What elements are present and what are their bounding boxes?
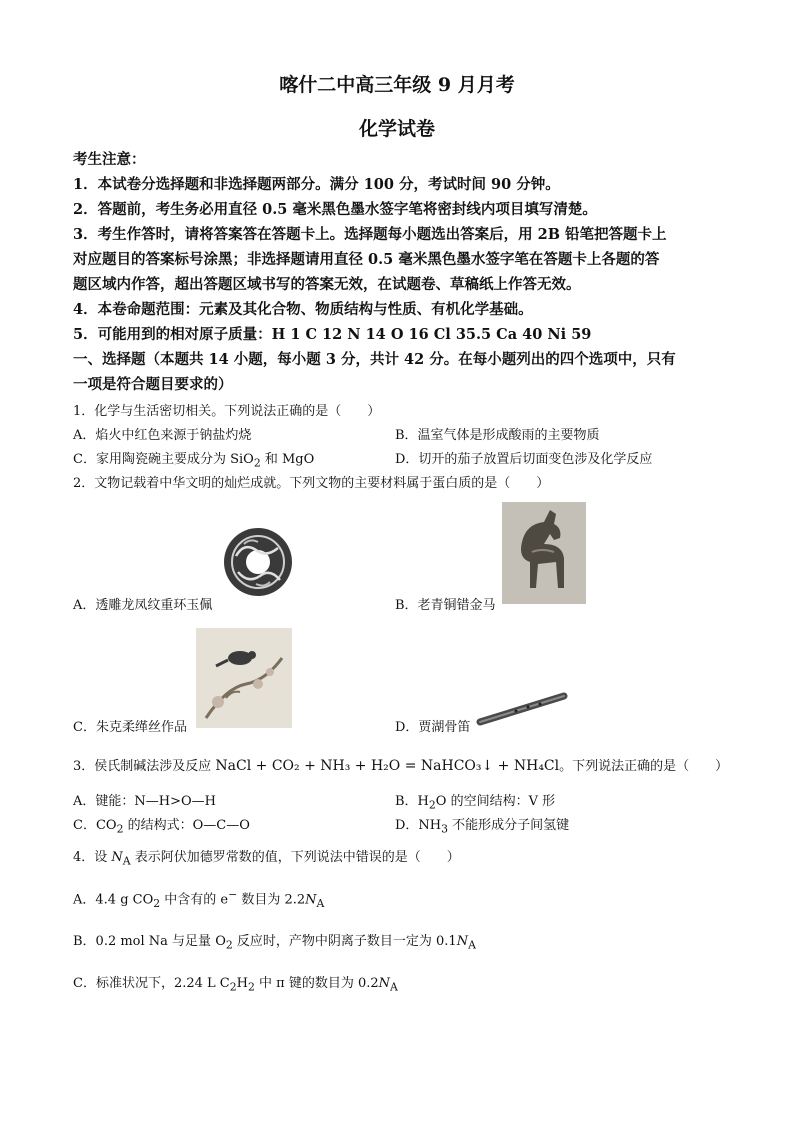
q2-option-b: B．老青铜错金马 xyxy=(395,598,496,613)
q4-option-c: C．标准状况下，2.24 L $C_2H_2$ 中 π 键的数目为 $0.2N_A$ xyxy=(73,976,398,994)
q4-option-a: A．4.4 g $CO_2$ 中含有的 e− 数目为 $2.2N_A$ xyxy=(73,888,325,910)
notice-item-5: 5．可能用到的相对原子质量：H 1 C 12 N 14 O 16 Cl 35.5 Ca 40 Ni 59 xyxy=(73,326,592,343)
q4-option-b: B．0.2 mol Na 与足量 $O_2$ 反应时，产物中阴离子数目一定为 $0.1N_A$ xyxy=(73,934,476,952)
exam-subtitle: 化学试卷 xyxy=(358,118,435,140)
bronze-horse-image xyxy=(502,502,586,604)
q3-equation: NaCl + CO₂ + NH₃ + H₂O = NaHCO₃↓ + NH₄Cl xyxy=(215,758,560,774)
notice-item-4: 4．本卷命题范围：元素及其化合物、物质结构与性质、有机化学基础。 xyxy=(73,301,533,318)
jade-pendant-image xyxy=(222,518,294,602)
q3-option-b: B．$H_2O$ 的空间结构：V 形 xyxy=(395,794,556,812)
exam-title: 喀什二中高三年级 9 月月考 xyxy=(279,74,515,96)
q3-stem: 3．侯氏制碱法涉及反应 NaCl + CO₂ + NH₃ + H₂O = NaHCO₃↓ + NH₄Cl。下列说法正确的是（ ） xyxy=(73,758,729,774)
q1-stem: 1．化学与生活密切相关。下列说法正确的是（ ） xyxy=(73,404,381,419)
q1-option-d: D．切开的茄子放置后切面变色涉及化学反应 xyxy=(395,452,653,467)
notice-item-3-cont-2: 题区域内作答，超出答题区域书写的答案无效，在试题卷、草稿纸上作答无效。 xyxy=(73,276,581,293)
q3-option-d: D．$NH_3$ 不能形成分子间氢键 xyxy=(395,818,570,836)
q3-option-c: C．$CO_2$ 的结构式：O—C—O xyxy=(73,818,250,836)
notice-item-2: 2．答题前，考生务必用直径 0.5 毫米黑色墨水签字笔将密封线内项目填写清楚。 xyxy=(73,201,597,218)
q2-option-a: A．透雕龙凤纹重环玉佩 xyxy=(73,598,213,613)
section-heading: 一、选择题（本题共 14 小题，每小题 3 分，共计 42 分。在每小题列出的四个选项中，只有 xyxy=(73,351,676,368)
q1-option-b: B．温室气体是形成酸雨的主要物质 xyxy=(395,428,600,443)
notice-heading: 考生注意： xyxy=(73,151,146,168)
q2-stem: 2．文物记载着中华文明的灿烂成就。下列文物的主要材料属于蛋白质的是（ ） xyxy=(73,476,550,491)
q1-option-a: A．焰火中红色来源于钠盐灼烧 xyxy=(73,428,252,443)
notice-item-3-cont-1: 对应题目的答案标号涂黑；非选择题请用直径 0.5 毫米黑色墨水签字笔在答题卡上各题的答 xyxy=(73,251,660,268)
q3-option-a: A．键能：N—H>O—H xyxy=(73,794,216,809)
q4-stem: 4．设 $N_A$ 表示阿伏加德罗常数的值，下列说法中错误的是（ ） xyxy=(73,850,460,868)
q1-option-c: C．家用陶瓷碗主要成分为 SiO$_2$ 和 MgO xyxy=(73,452,315,470)
silk-tapestry-image xyxy=(196,628,292,728)
notice-item-1: 1．本试卷分选择题和非选择题两部分。满分 100 分，考试时间 90 分钟。 xyxy=(73,176,560,193)
section-heading-cont: 一项是符合题目要求的） xyxy=(73,376,233,393)
q2-option-c: C．朱克柔缂丝作品 xyxy=(73,720,187,735)
notice-item-3: 3．考生作答时，请将答案答在答题卡上。选择题每小题选出答案后，用 2B 铅笔把答题卡上 xyxy=(73,226,667,243)
q2-option-d: D．贾湖骨笛 xyxy=(395,720,471,735)
bone-flute-image xyxy=(476,688,570,728)
